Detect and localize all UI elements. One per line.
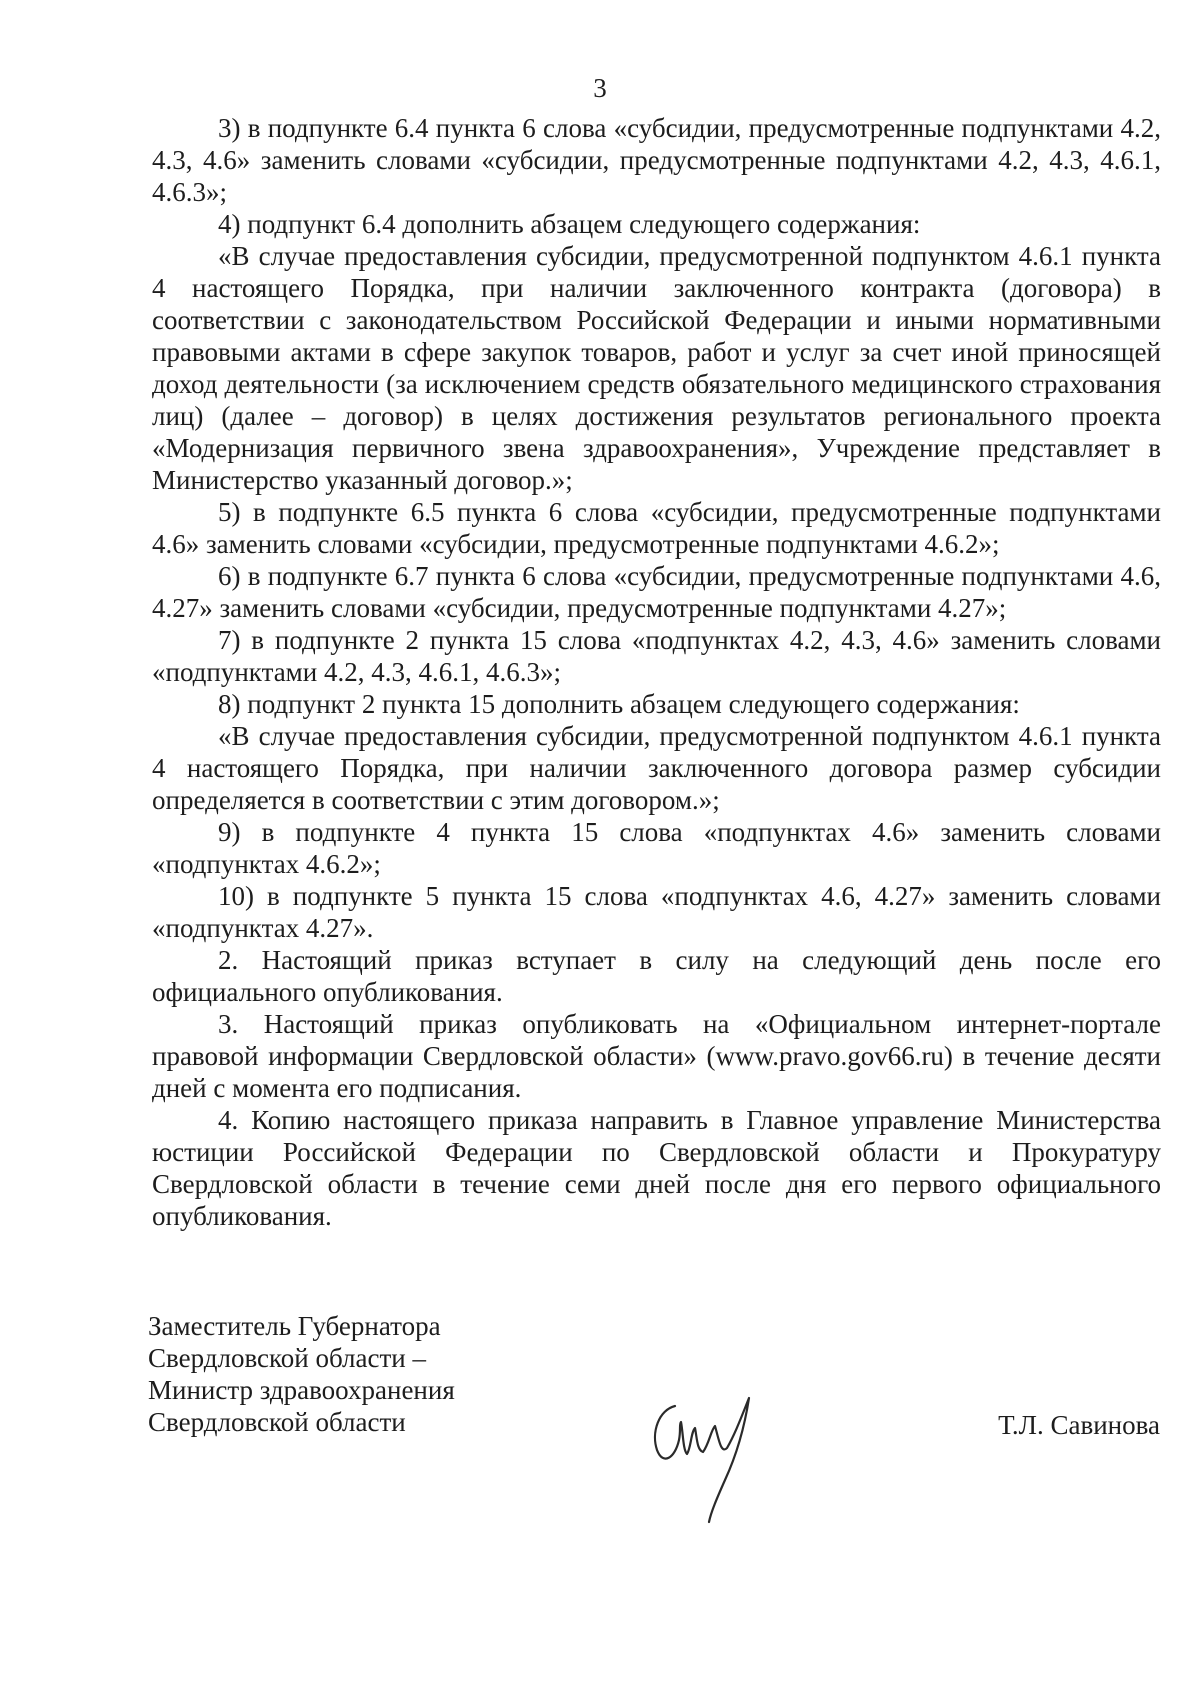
paragraph: 3) в подпункте 6.4 пункта 6 слова «субсидии, предусмотренные подпунктами 4.2, 4.3, 4.6» заменить словами «субсидии, предусмотренные подпунктами 4.2, 4.3, 4.6.1, 4.6.3»; (152, 113, 1161, 207)
paragraph: 4. Копию настоящего приказа направить в Главное управление Министерства юстиции Российской Федерации по Свердловской области и Прокуратуру Свердловской области в течение семи дней после дня его первого официального опубликования. (152, 1105, 1161, 1231)
paragraph: 2. Настоящий приказ вступает в силу на следующий день после его официального опубликования. (152, 945, 1161, 1007)
handwritten-signature (645, 1384, 765, 1524)
paragraph: 3. Настоящий приказ опубликовать на «Официальном интернет-портале правовой информации Свердловской области» (www.pravo.gov66.ru) в течение десяти дней с момента его подписания. (152, 1009, 1161, 1103)
paragraph: 6) в подпункте 6.7 пункта 6 слова «субсидии, предусмотренные подпунктами 4.6, 4.27» заменить словами «субсидии, предусмотренные подпунктами 4.27»; (152, 561, 1161, 623)
signatory-title (148, 1310, 568, 1438)
paragraph: «В случае предоставления субсидии, предусмотренной подпунктом 4.6.1 пункта 4 настоящего Порядка, при наличии заключенного договора размер субсидии определяется в соответствии с этим договором.»; (152, 721, 1161, 815)
signatory-title-line: Заместитель Губернатора (148, 1311, 441, 1341)
paragraph: 4) подпункт 6.4 дополнить абзацем следующего содержания: (218, 209, 921, 239)
paragraph: «В случае предоставления субсидии, предусмотренной подпунктом 4.6.1 пункта 4 настоящего Порядка, при наличии заключенного контракта (договора) в соответствии с законодательством Российской Федерации и иными нормативными правовыми актами в сфере закупок товаров, работ и услуг за счет иной приносящей доход деятельности (за исключением средств обязательного медицинского страхования лиц) (далее – договор) в целях достижения результатов регионального проекта «Модернизация первичного звена здравоохранения», Учреждение представляет в Министерство указанный договор.»; (152, 241, 1161, 495)
paragraph: 8) подпункт 2 пункта 15 дополнить абзацем следующего содержания: (218, 689, 1020, 719)
signatory-title-line: Министр здравоохранения (148, 1375, 455, 1405)
paragraph: 7) в подпункте 2 пункта 15 слова «подпунктах 4.2, 4.3, 4.6» заменить словами «подпунктами 4.2, 4.3, 4.6.1, 4.6.3»; (152, 625, 1161, 687)
document-body (152, 112, 1161, 1232)
signatory-title-line: Свердловской области – (148, 1343, 426, 1373)
paragraph: 10) в подпункте 5 пункта 15 слова «подпунктах 4.6, 4.27» заменить словами «подпунктах 4.27». (152, 881, 1161, 943)
signer-name: Т.Л. Савинова (998, 1410, 1160, 1440)
page-number: 3 (593, 73, 607, 103)
paragraph: 5) в подпункте 6.5 пункта 6 слова «субсидии, предусмотренные подпунктами 4.6» заменить словами «субсидии, предусмотренные подпунктами 4.6.2»; (152, 497, 1161, 559)
signatory-title-line: Свердловской области (148, 1407, 406, 1437)
paragraph: 9) в подпункте 4 пункта 15 слова «подпунктах 4.6» заменить словами «подпунктах 4.6.2»; (152, 817, 1161, 879)
